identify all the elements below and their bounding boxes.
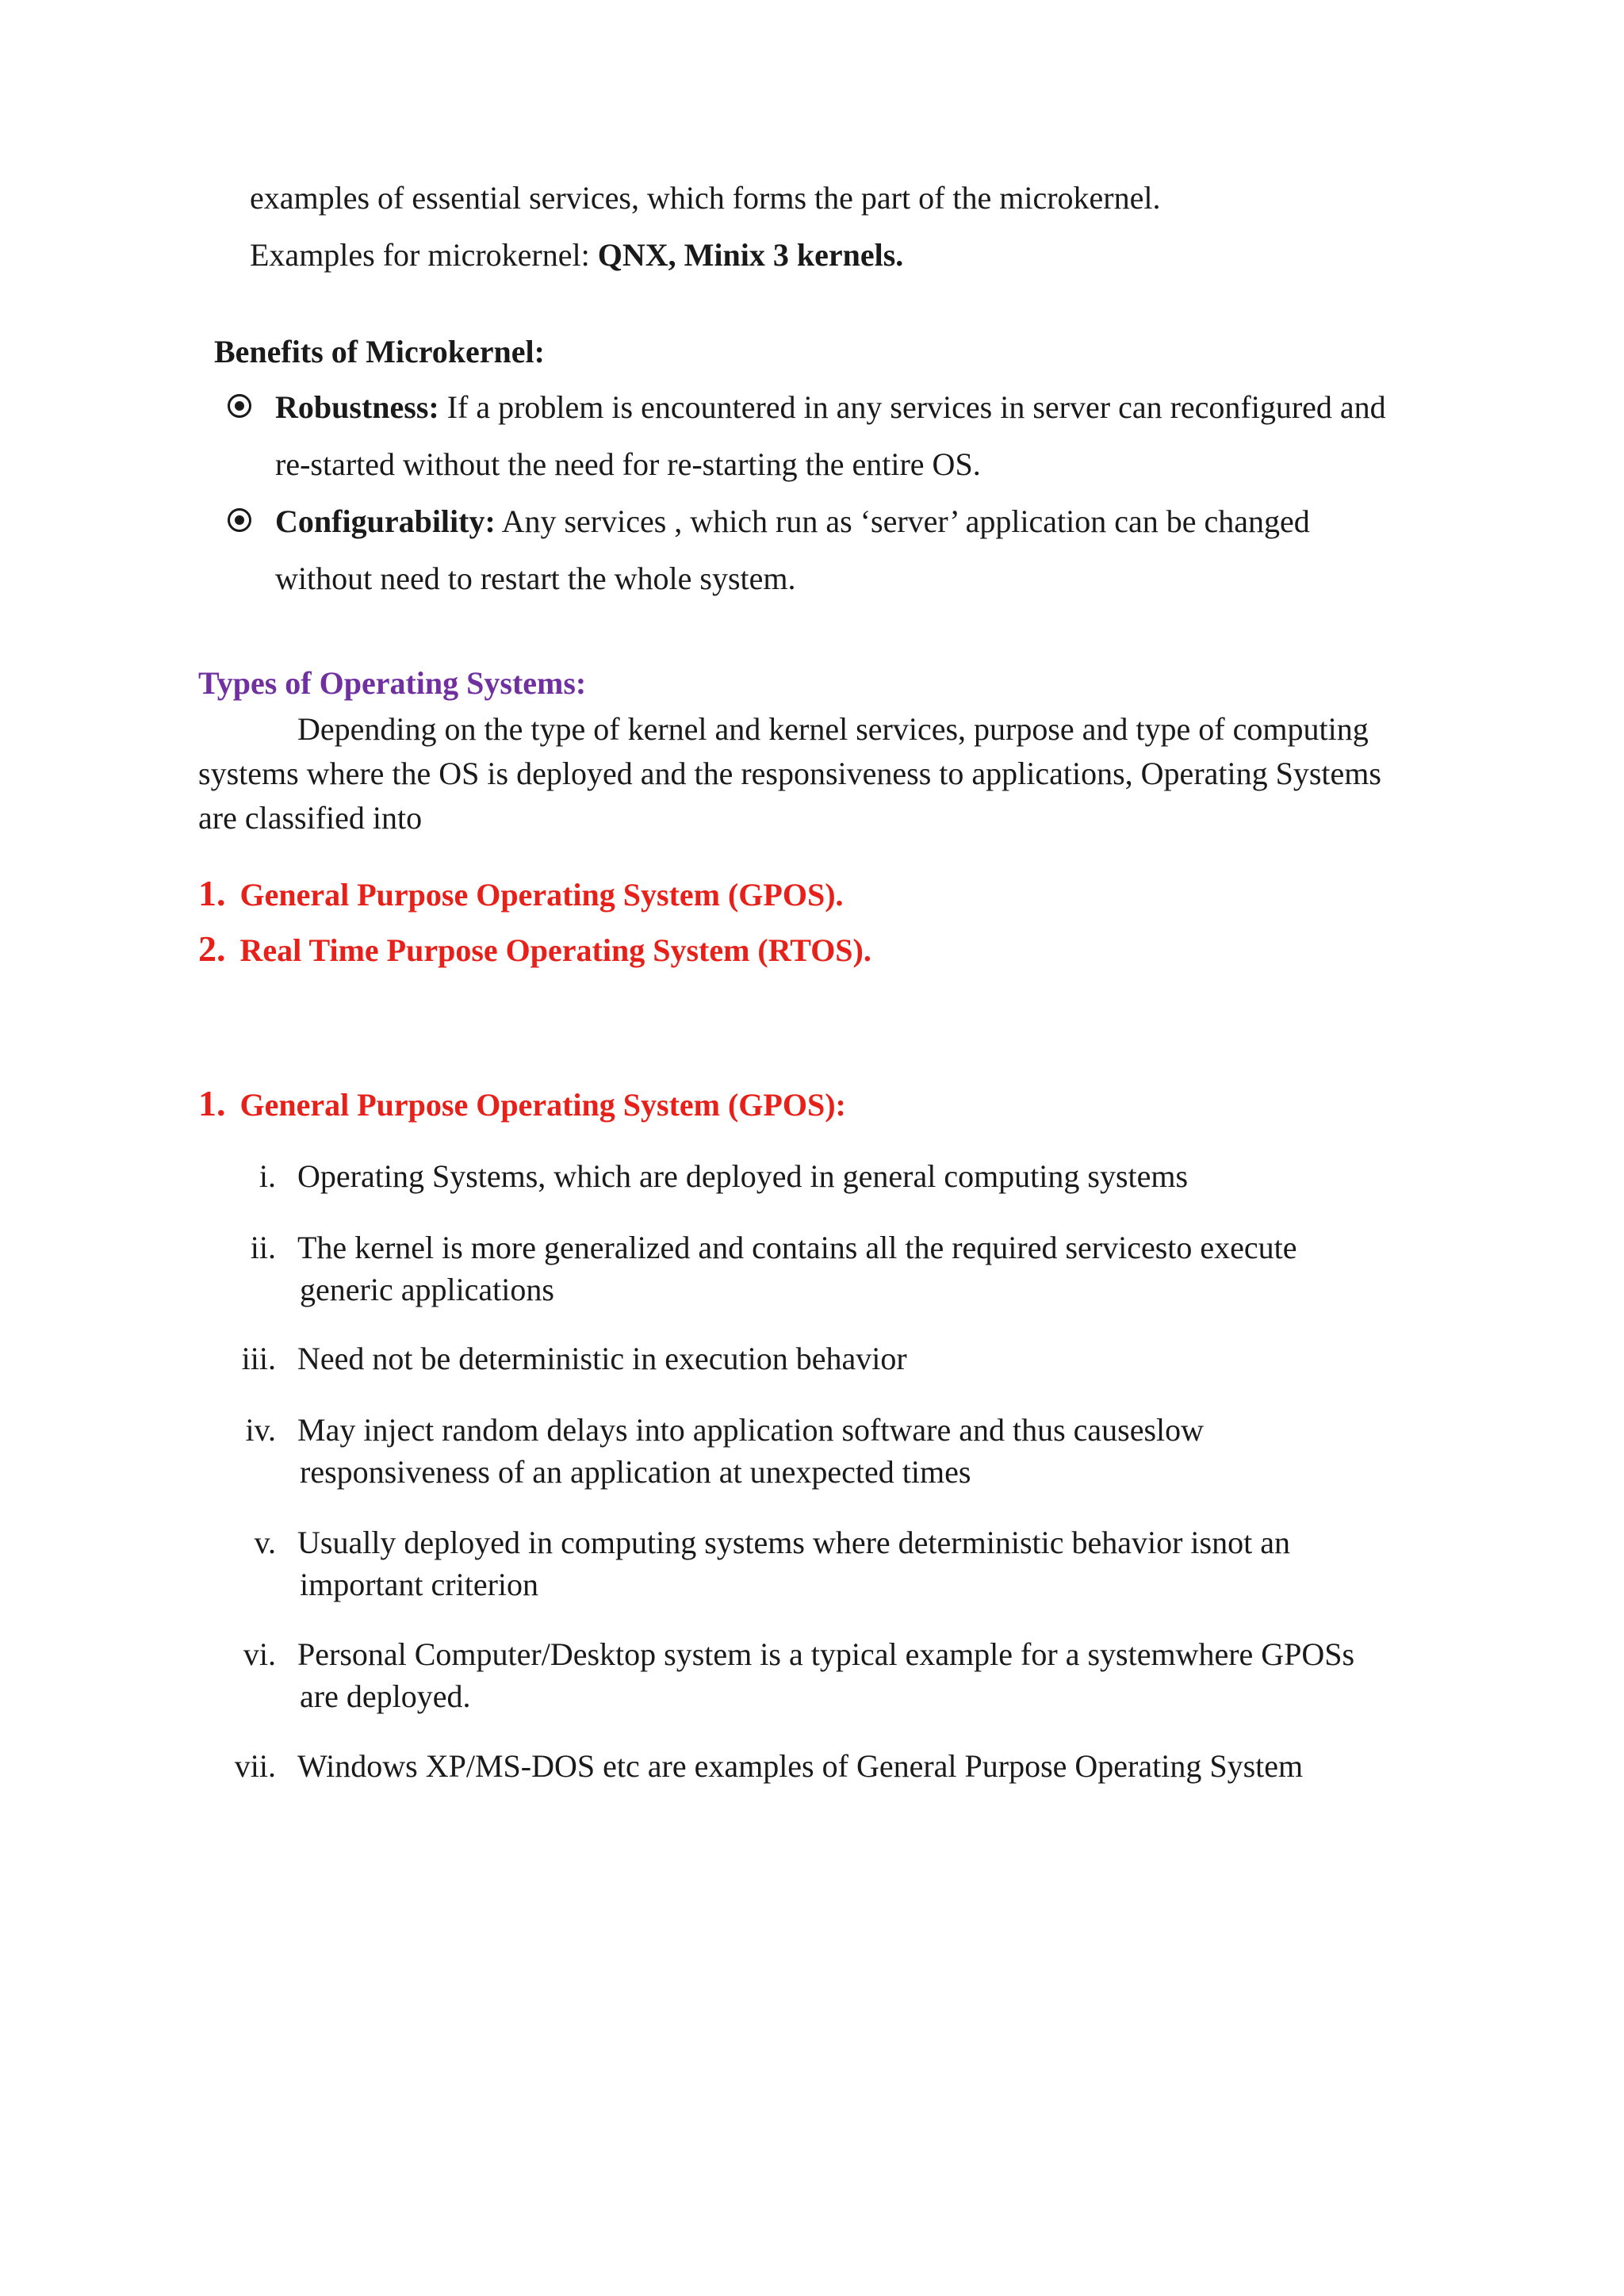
gpos-item-line: Operating Systems, which are deployed in general computing systems — [297, 1158, 1189, 1194]
roman-numeral: i. — [259, 1158, 276, 1194]
gpos-item-line-cont: responsiveness of an application at unexpected times — [300, 1454, 971, 1490]
types-list-item-1 — [198, 872, 844, 914]
benefit-term: Robustness: — [275, 389, 439, 425]
gpos-item-line-cont: generic applications — [300, 1272, 554, 1307]
bullet-icon — [228, 394, 251, 418]
benefit-configurability-line-1 — [275, 503, 1310, 541]
list-number: 1. — [198, 873, 226, 913]
section-title: General Purpose Operating System (GPOS): — [239, 1087, 846, 1123]
list-number: 2. — [198, 928, 226, 969]
gpos-item-line: May inject random delays into application software and thus causeslow — [297, 1412, 1205, 1448]
bullet-icon — [228, 508, 251, 532]
gpos-item-line: Need not be deterministic in execution behavior — [297, 1341, 907, 1376]
types-para-line-1: Depending on the type of kernel and kernel services, purpose and type of computing — [297, 711, 1369, 747]
benefit-robustness-line-1 — [275, 388, 1386, 427]
gpos-item-line: Usually deployed in computing systems where deterministic behavior isnot an — [297, 1525, 1290, 1560]
types-list-item-2 — [198, 928, 871, 970]
types-heading: Types of Operating Systems: — [198, 665, 587, 701]
benefit-text: Any services , which run as ‘server’ application can be changed — [495, 503, 1310, 539]
intro-line-1: examples of essential services, which forms the part of the microkernel. — [250, 180, 1161, 216]
roman-numeral: ii. — [250, 1230, 276, 1265]
intro-line-2-prefix: Examples for microkernel: — [250, 237, 598, 273]
gpos-item-line: Personal Computer/Desktop system is a typical example for a systemwhere GPOSs — [297, 1636, 1355, 1672]
gpos-item-line: The kernel is more generalized and contains all the required servicesto execute — [297, 1230, 1297, 1265]
types-para-line-3: are classified into — [198, 800, 423, 836]
intro-line-2 — [250, 236, 903, 274]
roman-numeral: v. — [254, 1525, 276, 1560]
benefit-text: If a problem is encountered in any services in server can reconfigured and — [439, 389, 1386, 425]
gpos-item-line: Windows XP/MS-DOS etc are examples of General Purpose Operating System — [297, 1748, 1304, 1784]
section-number: 1. — [198, 1083, 226, 1123]
benefits-heading: Benefits of Microkernel: — [214, 334, 545, 369]
list-label: General Purpose Operating System (GPOS). — [239, 877, 844, 913]
list-label: Real Time Purpose Operating System (RTOS). — [239, 932, 871, 968]
gpos-item-line-cont: are deployed. — [300, 1678, 471, 1714]
roman-numeral: iv. — [245, 1412, 276, 1448]
gpos-item-line-cont: important criterion — [300, 1567, 539, 1602]
benefit-term: Configurability: — [275, 503, 496, 539]
roman-numeral: vii. — [234, 1748, 276, 1784]
benefit-configurability-line-2: without need to restart the whole system. — [275, 561, 796, 596]
benefit-robustness-line-2: re-started without the need for re-starting the entire OS. — [275, 446, 981, 482]
gpos-heading — [198, 1082, 846, 1124]
types-para-line-2: systems where the OS is deployed and the responsiveness to applications, Operating Systems — [198, 756, 1381, 791]
roman-numeral: vi. — [243, 1636, 276, 1672]
microkernel-examples: QNX, Minix 3 kernels. — [597, 237, 904, 273]
roman-numeral: iii. — [241, 1341, 276, 1376]
